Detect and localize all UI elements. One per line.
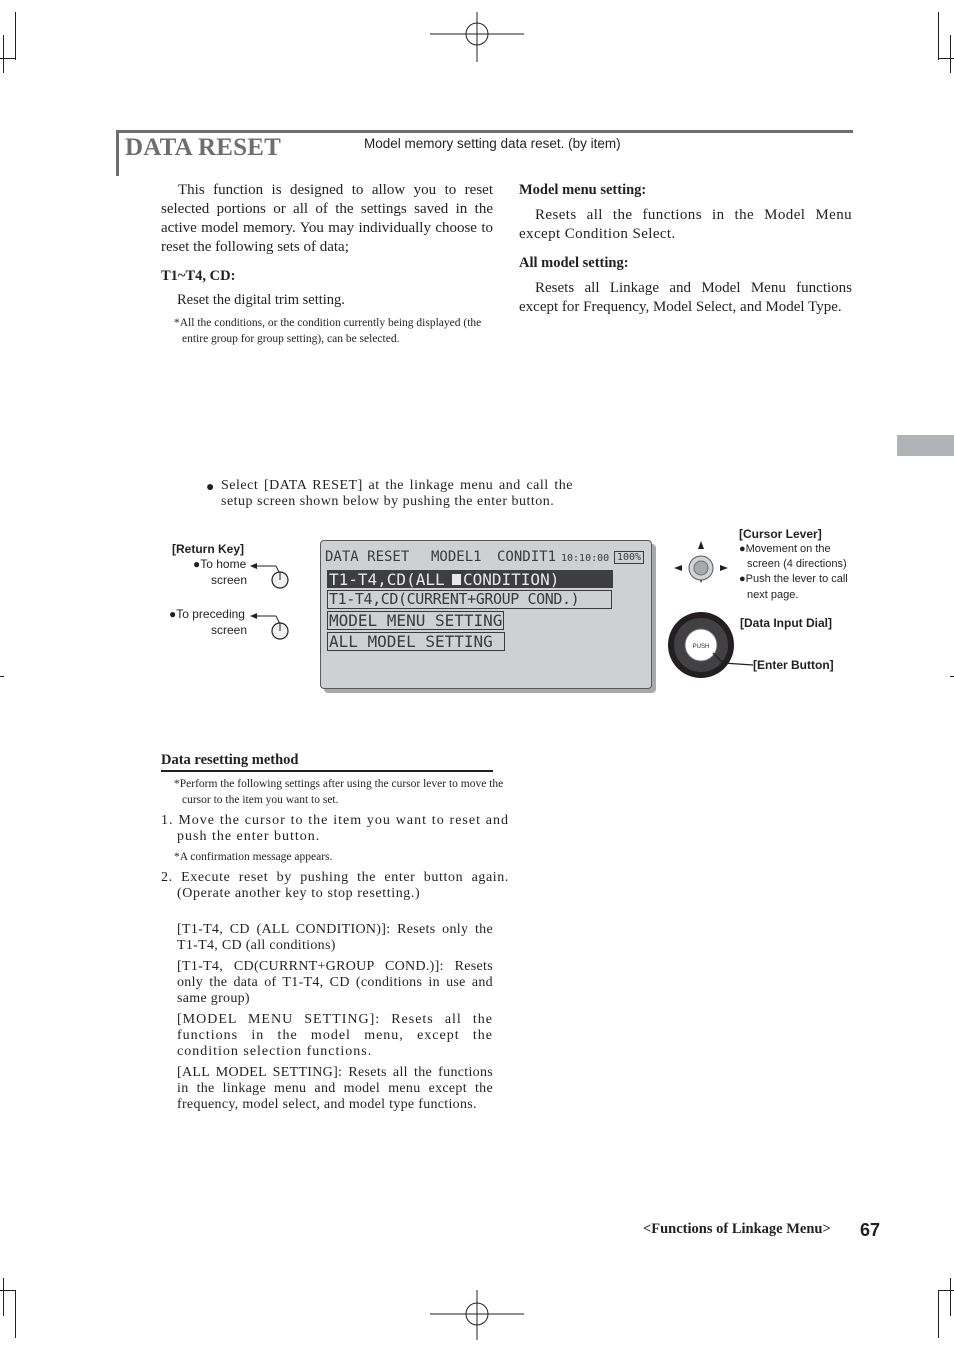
registration-mark-top [430,12,524,62]
method-option-4: [ALL MODEL SETTING]: Resets all the functions in the linkage menu and model menu except the frequency, model select, and model type functions. [177,1065,493,1112]
all-model-text: Resets all Linkage and Model Menu functions except for Frequency, Model Select, and Model Type. [519,280,852,315]
return-keys-graphic [250,558,295,643]
method-note: *Perform the following settings after using the cursor lever to move the cursor to the item you want to set. [174,778,504,806]
t1t4-heading: T1~T4, CD: [161,268,236,284]
lcd-time: 10:10:00 [561,553,610,564]
t1t4-text: Reset the digital trim setting. [177,292,345,308]
lcd-battery: 100% [614,551,644,564]
to-home-label: ●To home [193,557,247,571]
lcd-model: MODEL1 [431,549,482,565]
lcd-item-4[interactable]: ALL MODEL SETTING [329,632,493,651]
method-option-3: [MODEL MENU SETTING]: Resets all the functions in the model menu, except the condition selection functions. [177,1012,493,1059]
footer-section: <Functions of Linkage Menu> [643,1221,831,1237]
page-number: 67 [860,1220,881,1240]
lcd-condition: CONDIT1 [497,549,557,565]
method-heading: Data resetting method [161,752,299,768]
instruction-bullet: ● [206,478,215,494]
lcd-item-2[interactable]: T1-T4,CD(CURRENT+GROUP COND.) [329,590,580,608]
t1t4-note: *All the conditions, or the condition currently being displayed (the entire group for group setting), can be selected. [174,317,482,345]
method-option-2: [T1-T4, CD(CURRNT+GROUP COND.)]: Resets only the data of T1-T4, CD (conditions in use and same group) [177,959,493,1006]
lcd-screen [320,540,652,689]
registration-mark-bottom [430,1290,524,1340]
to-preceding-label-2: screen [211,623,248,637]
method-step-1-note: *A confirmation message appears. [174,851,333,863]
intro-paragraph: This function is designed to allow you to reset selected portions or all of the settings saved in the active model memory. You may individually choose to reset the following sets of data; [161,182,493,255]
lcd-item-1b[interactable]: CONDITION) [463,570,560,589]
cursor-lever-graphic[interactable] [665,535,755,685]
instruction-text: Select [DATA RESET] at the linkage menu and call the setup screen shown below by pushing the enter button. [221,478,573,509]
to-preceding-label: ●To preceding [169,607,245,621]
lcd-item-1a[interactable]: T1-T4,CD(ALL [329,570,445,589]
page-title: DATA RESET [125,134,281,161]
data-input-dial-label: [Data Input Dial] [740,616,832,630]
method-step-2: 2. Execute reset by pushing the enter button again. (Operate another key to stop resetting.) [161,870,509,901]
model-menu-heading: Model menu setting: [519,182,647,198]
push-label: PUSH [692,644,710,650]
method-step-1: 1. Move the cursor to the item you want to reset and push the enter button. [161,813,509,844]
cursor-note-2: screen (4 directions) [747,558,847,570]
method-option-1: [T1-T4, CD (ALL CONDITION)]: Resets only the T1-T4, CD (all conditions) [177,922,493,953]
cursor-lever-label: [Cursor Lever] [739,527,822,541]
cursor-note-1: ●Movement on the [739,543,831,555]
lcd-screen-name: DATA RESET [325,549,410,565]
to-home-label-2: screen [211,573,248,587]
model-menu-text: Resets all the functions in the Model Menu except Condition Select. [519,207,852,242]
all-model-heading: All model setting: [519,255,629,271]
cursor-note-3: ●Push the lever to call [739,573,848,585]
lcd-item-3[interactable]: MODEL MENU SETTING [329,611,503,630]
return-key-label: [Return Key] [172,542,245,556]
cursor-note-4: next page. [747,589,799,601]
page-subtitle: Model memory setting data reset. (by item) [364,136,621,151]
enter-button-label: [Enter Button] [753,658,834,672]
section-tab [897,435,954,456]
